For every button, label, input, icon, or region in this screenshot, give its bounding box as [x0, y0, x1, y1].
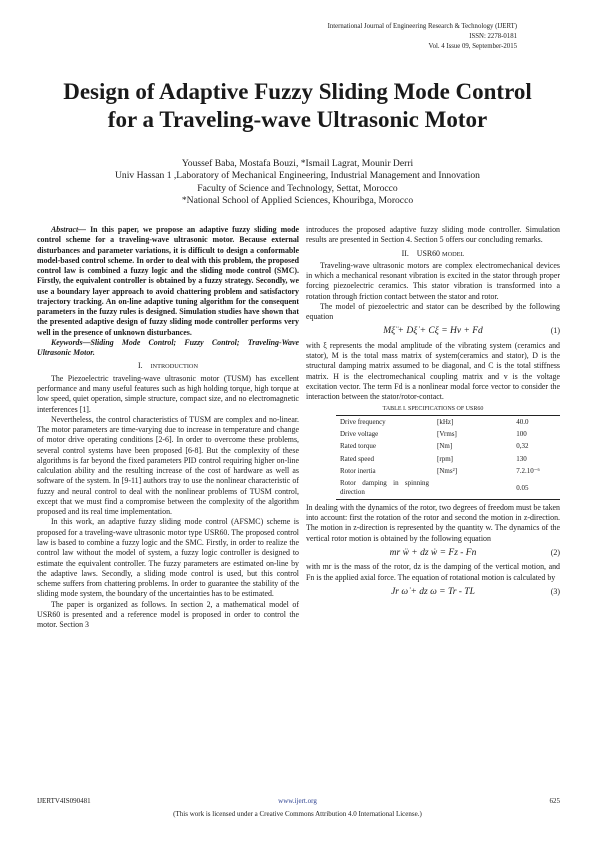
paper-title: [40, 78, 555, 133]
author-block: [40, 158, 555, 207]
abstract-text: In this paper, we propose an adaptive fuzzy sliding mode control scheme for a traveling-wave ultrasonic motor. Because external disturbances and parameter variations, it is difficult to design a conformable model-based control scheme. In order to deal with this problem, the proposed control law is combined a fuzzy logic and the sliding mode control (SMC). Firstly, the equivalent controller is obtained by a fuzzy strategy. Secondly, we use a boundary layer approach to avoid chattering problem and satisfactory trajectory tracking. An on-line adaptive tuning algorithm for the consequent parameters in the fuzzy rules is designed. Simulation studies have shown that the presented adaptive design of fuzzy sliding mode controller performs very well in the presence of unknown disturbances.: [37, 225, 299, 337]
affiliation-1: Univ Hassan 1 ,Laboratory of Mechanical Engineering, Industrial Management and Innovation: [115, 170, 480, 182]
section-title-b: MODEL: [441, 250, 465, 258]
journal-link[interactable]: www.ijert.org: [278, 797, 317, 805]
continuation-paragraph: introduces the proposed adaptive fuzzy sliding mode controller. Simulation results are presented in Section 4. Section 5 offers our concluding remarks.: [306, 225, 560, 245]
table-caption: TABLE I. SPECIFICATIONS OF USR60: [382, 406, 484, 413]
journal-name: International Journal of Engineering Research & Technology (IJERT): [327, 23, 517, 30]
intro-paragraph-2: Nevertheless, the control characteristics of TUSM are complex and no-linear. The motor parameters are time-varying due to increase in temperature and change of motor drive operating conditions [2-6]. In order to overcome these problems, several control systems have been proposed [6-8]. But the complexity of these algorithms is far beyond the fixed parameters PID control requiring higher on-line calculation ability and the resulting increase of the cost of hardware as well as software of the system. In [9-11] authors tray to use the nonlinear characteristic of fuzzy and neural control to deal with the nonlinear problems of TUSM control, except that we must find a compromise between the complexity of the algorithm proposed and its real time implementation.: [37, 414, 299, 517]
table-row: [336, 441, 560, 453]
intro-paragraph-3: In this work, an adaptive fuzzy sliding mode control (AFSMC) scheme is proposed for a traveling-wave ultrasonic motor type USR60. The proposed control law is based to combine a fuzzy logic and the SMC. Firstly, in order to realize the control law without the model of system, a fuzzy logic controller is designed to estimate the equivalent controller. The fuzzy parameters are estimated on-line by the adaptive laws. Secondly, a sliding mode control is used, but this control scheme suffers from chattering problems. In order to guarantee the stability of the sliding mode system, the boundary of the uncertainties has to be estimated.: [37, 517, 299, 599]
section-heading-model: [306, 249, 560, 259]
model-paragraph-5: with mr is the mass of the rotor, dz is the damping of the vertical motion, and Fn is the applied axial force. The equation of rotational motion is calculated by: [306, 562, 560, 582]
param-name-cell: Drive frequency: [336, 416, 433, 429]
param-value-cell: 7.2.10⁻⁶: [516, 466, 540, 475]
journal-header: [217, 22, 517, 53]
param-value-cell: 100: [516, 430, 527, 438]
intro-paragraph-4: The paper is organized as follows. In section 2, a mathematical model of USR60 is presented and a reference model is proposed in order to control the motor. Section 3: [37, 599, 299, 630]
table-row: [336, 478, 560, 500]
keywords: Keywords—Sliding Mode Control; Fuzzy Control; Traveling-Wave Ultrasonic Motor.: [37, 337, 299, 358]
equation-2-number: (2): [550, 548, 560, 557]
param-value-cell: 0,32: [516, 442, 529, 451]
section-heading-introduction: [37, 361, 299, 371]
section-title-a: USR60: [416, 248, 440, 258]
table-row: [336, 465, 560, 477]
table-row: [336, 428, 560, 440]
equation-3: [306, 586, 560, 598]
license-notice: (This work is licensed under a Creative Commons Attribution 4.0 International License.): [173, 810, 422, 818]
affiliation-3: *National School of Applied Sciences, Khouribga, Morocco: [181, 194, 414, 206]
section-number: I.: [137, 361, 143, 371]
journal-volume: Vol. 4 Issue 09, September-2015: [428, 43, 517, 51]
title-line-1: Design of Adaptive Fuzzy Sliding Mode Control: [63, 79, 532, 104]
param-value-cell: 40.0: [512, 416, 560, 429]
right-column: [306, 225, 560, 601]
section-title: INTRODUCTION: [150, 363, 199, 371]
equation-3-number: (3): [550, 586, 560, 596]
affiliation-2: Faculty of Science and Technology, Settat, Morocco: [197, 182, 398, 194]
param-unit-cell: [kHz]: [433, 416, 512, 429]
param-unit-cell: [rpm]: [437, 454, 453, 463]
paper-id: IJERTV4IS090481: [37, 797, 91, 805]
param-unit-cell: [Nms²]: [437, 466, 458, 475]
table-row: [336, 453, 560, 465]
param-value-cell: 0.05: [512, 478, 560, 500]
param-value-cell: 130: [516, 454, 527, 463]
param-name-cell: Rotor inertia: [340, 466, 376, 475]
model-paragraph-3: with ξ represents the modal amplitude of the vibrating system (ceramics and stator), M is the total mass matrix of system(ceramics and stator), D is the structural damping matrix assumed to be diagonal, and C is the total stiffness matrix. H is the electromechanical coupling matrix and v is the voltage excitation vector. The term Fd is a nonlinear modal force vector to consider the interaction between the stator/rotor-contact.: [306, 340, 560, 402]
param-name-cell: Drive voltage: [340, 430, 379, 438]
left-column: [37, 225, 299, 630]
param-unit-cell: [433, 478, 512, 500]
section-number: II.: [401, 248, 409, 258]
abstract: [37, 225, 299, 338]
param-unit-cell: [Vrms]: [437, 430, 457, 438]
model-paragraph-1: Traveling-wave ultrasonic motors are complex electromechanical devices in which a mechanical resonant vibration is excited in the stator through proper forcing piezoelectric ceramics. This stator vibration is transformed into a rotation through friction contact between the stator and rotor.: [306, 260, 560, 301]
page-number: 625: [549, 797, 560, 805]
title-line-2: for a Traveling-wave Ultrasonic Motor: [107, 106, 488, 132]
abstract-label: Abstract—: [51, 225, 87, 234]
model-paragraph-4: In dealing with the dynamics of the rotor, two degrees of freedom must be taken into account: first the rotation of the rotor and second the motion in z-direction. The motion in z-direction is represented by the quantity w. The dynamics of the vertical rotor motion is obtained by the following equation: [306, 502, 560, 543]
param-name-cell: Rated speed: [340, 454, 375, 463]
specifications-table: [336, 415, 560, 500]
equation-1: [306, 325, 560, 337]
intro-paragraph-1: The Piezoelectric traveling-wave ultrasonic motor (TUSM) has excellent performance and many useful features such as high holding torque, high torque at low speed, quiet operation, simple structure, compact size, and no electromagnetic interferences [1].: [37, 373, 299, 414]
model-paragraph-2: The model of piezoelectric and stator can be described by the following equation: [306, 301, 560, 322]
param-name-cell: Rated torque: [340, 442, 376, 451]
equation-1-number: (1): [550, 326, 560, 336]
journal-issn: ISSN: 2278-0181: [469, 33, 517, 41]
param-unit-cell: [Nm]: [437, 442, 453, 451]
equation-1-expression: Mξ̈ + Dξ̇ + Cξ = Hv + Fd: [383, 326, 483, 337]
equation-2-expression: mr ẅ + dz ẇ = Fz - Fn: [389, 547, 477, 558]
equation-2: [306, 547, 560, 559]
table-row: [336, 416, 560, 429]
param-name-cell: Rotor damping in spinning direction: [336, 478, 433, 500]
author-names: Youssef Baba, Mostafa Bouzi, *Ismail Lagrat, Mounir Derri: [181, 158, 414, 169]
equation-3-expression: Jr ω̇ + dz ω = Tr - TL: [391, 586, 475, 597]
